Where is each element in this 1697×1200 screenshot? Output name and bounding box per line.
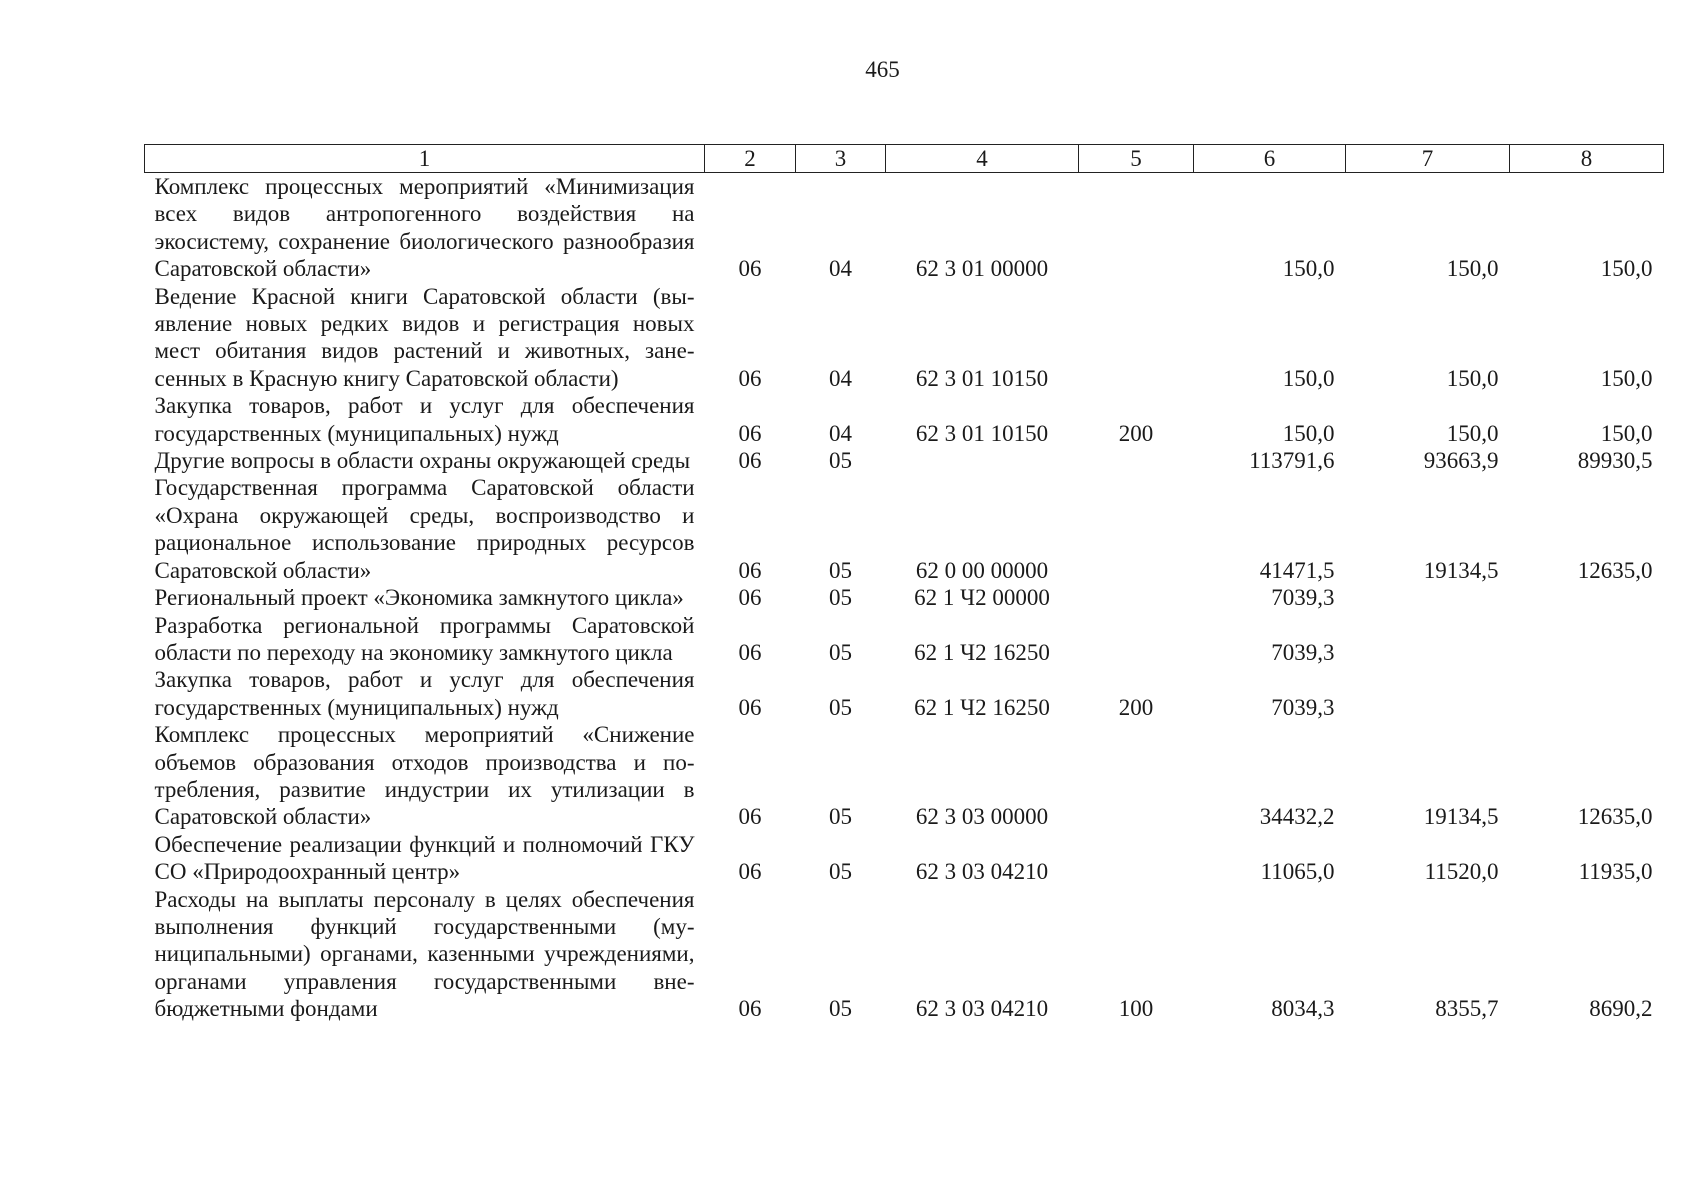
row-target-article: 62 3 03 04210	[915, 859, 1049, 885]
row-expense-type: 200	[1118, 694, 1154, 720]
page-number: 465	[865, 57, 900, 82]
row-amount-3: 150,0	[1600, 365, 1653, 391]
row-subsection: 05	[829, 859, 852, 885]
row-amount-2: 93663,9	[1423, 448, 1499, 474]
row-target-article: 62 3 01 10150	[915, 365, 1049, 391]
row-target-article: 62 0 00 00000	[915, 557, 1049, 583]
row-expense-type	[1079, 612, 1194, 667]
row-amount-2: 150,0	[1446, 256, 1499, 282]
row-amount-3: 11935,0	[1578, 859, 1653, 885]
row-amount-2	[1346, 584, 1510, 611]
row-target-article: 62 3 01 00000	[915, 256, 1049, 282]
row-amount-3: 8690,2	[1589, 996, 1653, 1022]
row-section: 06	[738, 365, 762, 391]
table-body	[145, 173, 1664, 1023]
row-section: 06	[738, 420, 762, 446]
row-subsection: 05	[829, 996, 852, 1022]
table-row	[145, 283, 1664, 393]
row-section: 06	[738, 694, 762, 720]
row-target-article: 62 3 01 10150	[915, 420, 1049, 446]
row-amount-1: 7039,3	[1271, 639, 1335, 665]
row-subsection: 05	[829, 694, 852, 720]
row-amount-3	[1510, 612, 1664, 667]
row-amount-3: 12635,0	[1577, 804, 1653, 830]
table-row	[145, 831, 1664, 886]
table-header	[145, 145, 1664, 173]
header-col-5: 5	[1079, 145, 1194, 173]
row-expense-type: 100	[1118, 996, 1154, 1022]
row-target-article: 62 3 03 00000	[915, 804, 1049, 830]
row-subsection: 04	[829, 420, 852, 446]
row-amount-2: 11520,0	[1424, 859, 1499, 885]
row-section: 06	[738, 256, 762, 282]
budget-table-container	[144, 144, 1663, 1023]
row-amount-3: 150,0	[1600, 256, 1653, 282]
header-row	[145, 145, 1664, 173]
row-amount-1: 150,0	[1282, 420, 1335, 446]
row-amount-2: 19134,5	[1423, 557, 1499, 583]
row-subsection: 05	[829, 804, 852, 830]
row-amount-3: 12635,0	[1577, 557, 1653, 583]
row-subsection: 05	[829, 448, 852, 474]
header-col-7: 7	[1346, 145, 1510, 173]
row-description: Комплекс процессных мероприятий «Снижение объемов образования отходов производства и потребления, развитие индустрии их утилизации в Саратовской области»	[154, 722, 695, 830]
row-subsection: 05	[829, 639, 852, 665]
row-amount-3	[1510, 666, 1664, 721]
row-amount-1: 8034,3	[1271, 996, 1335, 1022]
row-subsection: 04	[829, 256, 852, 282]
row-description: Другие вопросы в области охраны окружающей среды	[154, 448, 691, 474]
row-expense-type	[1079, 831, 1194, 886]
row-description: Региональный проект «Экономика замкнутого цикла»	[154, 585, 684, 611]
row-amount-1: 7039,3	[1271, 585, 1335, 611]
row-target-article: 62 3 03 04210	[915, 996, 1049, 1022]
row-expense-type	[1079, 447, 1194, 474]
row-amount-1: 11065,0	[1260, 859, 1335, 885]
row-amount-2	[1346, 666, 1510, 721]
table-row	[145, 584, 1664, 611]
row-expense-type	[1079, 584, 1194, 611]
budget-table	[144, 144, 1664, 1023]
row-description: Государственная программа Саратовской области «Охрана окружающей среды, воспроизводство и рациональное использование природных ресурсов Саратовской области»	[154, 475, 695, 583]
table-row	[145, 721, 1664, 831]
row-amount-1: 41471,5	[1259, 557, 1335, 583]
row-section: 06	[738, 804, 762, 830]
table-row	[145, 392, 1664, 447]
header-col-2: 2	[705, 145, 796, 173]
row-amount-2	[1346, 612, 1510, 667]
row-amount-3: 150,0	[1600, 420, 1653, 446]
header-col-8: 8	[1510, 145, 1664, 173]
row-amount-2: 150,0	[1446, 420, 1499, 446]
row-description: Закупка товаров, работ и услуг для обеспечения государственных (муниципальных) нужд	[154, 393, 695, 446]
row-target-article	[886, 447, 1079, 474]
row-amount-1: 34432,2	[1259, 804, 1335, 830]
row-description: Разработка региональной программы Саратовской области по переходу на экономику замкнутого цикла	[154, 612, 695, 665]
row-subsection: 04	[829, 365, 852, 391]
row-section: 06	[738, 859, 762, 885]
row-expense-type: 200	[1118, 420, 1154, 446]
header-col-3: 3	[796, 145, 886, 173]
table-row	[145, 612, 1664, 667]
row-amount-1: 150,0	[1282, 365, 1335, 391]
row-amount-2: 8355,7	[1435, 996, 1499, 1022]
row-amount-1: 113791,6	[1249, 448, 1335, 474]
row-target-article: 62 1 Ч2 16250	[914, 639, 1050, 665]
row-description: Закупка товаров, работ и услуг для обеспечения государственных (муниципальных) нужд	[154, 667, 695, 720]
row-subsection: 05	[829, 557, 852, 583]
row-expense-type	[1079, 721, 1194, 831]
table-row	[145, 173, 1664, 283]
row-section: 06	[738, 448, 762, 474]
row-expense-type	[1079, 173, 1194, 283]
table-row	[145, 447, 1664, 474]
row-amount-1: 150,0	[1282, 256, 1335, 282]
row-expense-type	[1079, 283, 1194, 393]
header-col-1: 1	[145, 145, 705, 173]
table-row	[145, 474, 1664, 584]
row-description: Расходы на выплаты персоналу в целях обеспечения выполнения функций государственными (муниципальными) органами, казенными учреждениями, органами управления государственными внебюджетными фондами	[154, 886, 695, 1022]
row-description: Ведение Красной книги Саратовской области (выявление новых редких видов и регистрация новых мест обитания видов растений и животных, занесенных в Красную книгу Саратовской области)	[154, 283, 695, 391]
row-section: 06	[738, 585, 762, 611]
row-description: Обеспечение реализации функций и полномочий ГКУ СО «Природоохранный центр»	[154, 831, 695, 885]
row-target-article: 62 1 Ч2 00000	[914, 585, 1050, 611]
row-subsection: 05	[829, 585, 852, 611]
header-col-6: 6	[1194, 145, 1346, 173]
table-row	[145, 886, 1664, 1023]
table-row	[145, 666, 1664, 721]
row-section: 06	[738, 557, 762, 583]
row-section: 06	[738, 639, 762, 665]
row-amount-3	[1510, 584, 1664, 611]
row-target-article: 62 1 Ч2 16250	[914, 694, 1050, 720]
row-expense-type	[1079, 474, 1194, 584]
row-section: 06	[738, 996, 762, 1022]
header-col-4: 4	[886, 145, 1079, 173]
row-description: Комплекс процессных мероприятий «Минимизация всех видов антропогенного воздействия на экосистему, сохранение биологического разнообразия Саратовской области»	[154, 174, 695, 282]
row-amount-2: 19134,5	[1423, 804, 1499, 830]
row-amount-3: 89930,5	[1577, 448, 1653, 474]
row-amount-2: 150,0	[1446, 365, 1499, 391]
row-amount-1: 7039,3	[1271, 694, 1335, 720]
